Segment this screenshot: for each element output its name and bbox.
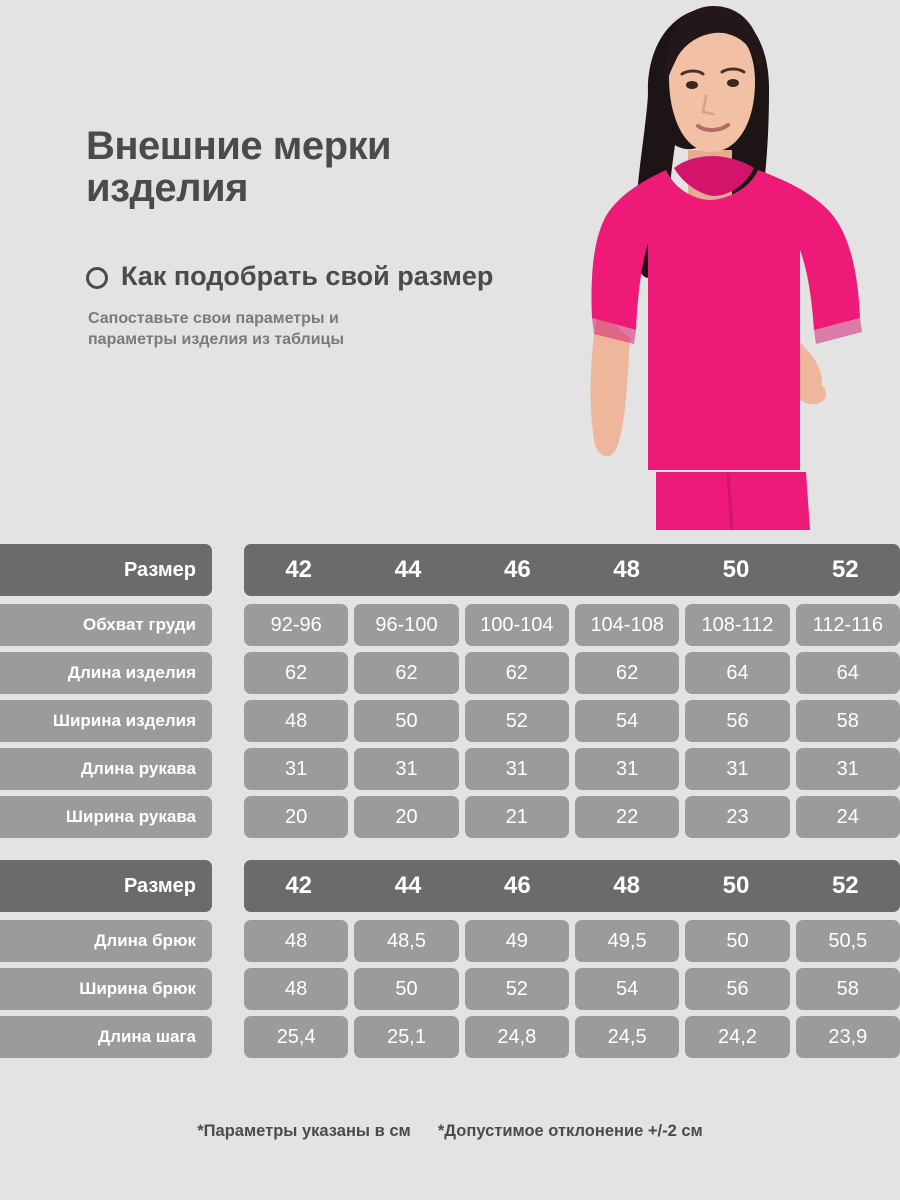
row-gap: [212, 652, 244, 694]
table-separator: [0, 844, 900, 860]
table-bottom-header-label: Размер: [0, 860, 212, 912]
table-cell: 92-96: [244, 604, 348, 646]
size-header-cell: 48: [613, 556, 640, 583]
size-header-cell: 52: [831, 872, 859, 899]
size-header-cell: 50: [722, 872, 750, 899]
table-cell: 31: [796, 748, 900, 790]
table-cell: 48,5: [354, 920, 458, 962]
table-cell: 112-116: [796, 604, 900, 646]
footnote-tolerance: *Допустимое отклонение +/-2 см: [437, 1122, 703, 1140]
table-row: [0, 700, 900, 742]
table-row: [0, 748, 900, 790]
row-gap: [212, 544, 244, 596]
table-cell: 58: [796, 968, 900, 1010]
size-header-cell: 44: [394, 556, 422, 583]
table-cell: 25,4: [244, 1016, 348, 1058]
table-cell: 31: [465, 748, 569, 790]
size-header-cell: 44: [394, 872, 422, 899]
table-cell: 104-108: [575, 604, 679, 646]
row-label: Обхват груди: [0, 604, 212, 646]
table-cell: 31: [575, 748, 679, 790]
table-cell: 48: [244, 968, 348, 1010]
table-cell: 62: [354, 652, 458, 694]
row-label: Ширина изделия: [0, 700, 212, 742]
table-row: [0, 968, 900, 1010]
table-cell: 96-100: [354, 604, 458, 646]
table-cell: 31: [685, 748, 789, 790]
table-cell: 22: [575, 796, 679, 838]
hero-section: [0, 0, 900, 530]
row-label: Ширина брюк: [0, 968, 212, 1010]
row-label: Длина шага: [0, 1016, 212, 1058]
table-cell: 50: [354, 700, 458, 742]
row-gap: [212, 920, 244, 962]
table-cell: 23: [685, 796, 789, 838]
table-cell: 24,8: [465, 1016, 569, 1058]
row-label: Длина брюк: [0, 920, 212, 962]
size-header-cell: 46: [503, 872, 531, 899]
table-cell: 50: [354, 968, 458, 1010]
table-cell: 52: [465, 968, 569, 1010]
table-cell: 62: [575, 652, 679, 694]
table-cell: 54: [575, 968, 679, 1010]
table-cell: 24: [796, 796, 900, 838]
row-gap: [212, 700, 244, 742]
section-subtitle: Как подобрать свой размер: [121, 261, 494, 291]
row-gap: [212, 968, 244, 1010]
table-cell: 62: [465, 652, 569, 694]
how-to-choose-block: [86, 261, 516, 291]
table-bottom-header-row: [0, 860, 900, 912]
table-top-header-row: [0, 544, 900, 596]
hero-text-block: [86, 125, 516, 350]
model-photo: [470, 0, 900, 530]
table-cell: 49: [465, 920, 569, 962]
table-cell: 64: [685, 652, 789, 694]
size-header-cell: 46: [503, 556, 531, 583]
table-cell: 58: [796, 700, 900, 742]
size-tables: [0, 544, 900, 1064]
table-cell: 31: [244, 748, 348, 790]
row-gap: [212, 748, 244, 790]
size-header-cell: 48: [613, 872, 640, 899]
table-cell: 56: [685, 700, 789, 742]
row-gap: [212, 1016, 244, 1058]
table-cell: 23,9: [796, 1016, 900, 1058]
table-cell: 31: [354, 748, 458, 790]
footnote-units: *Параметры указаны в см: [197, 1122, 411, 1140]
row-label: Ширина рукава: [0, 796, 212, 838]
size-header-cell: 42: [285, 556, 313, 583]
table-row: [0, 652, 900, 694]
table-row: [0, 604, 900, 646]
table-cell: 64: [796, 652, 900, 694]
size-header-cell: 52: [831, 556, 859, 583]
row-gap: [212, 796, 244, 838]
table-cell: 25,1: [354, 1016, 458, 1058]
table-cell: 24,5: [575, 1016, 679, 1058]
circle-outline-icon: [86, 267, 108, 289]
instruction-note: Сапоставьте свои параметры и параметры изделия из таблицы: [88, 310, 345, 348]
table-cell: 56: [685, 968, 789, 1010]
row-gap: [212, 860, 244, 912]
table-cell: 21: [465, 796, 569, 838]
table-cell: 52: [465, 700, 569, 742]
table-cell: 100-104: [465, 604, 569, 646]
size-header-cell: 50: [722, 556, 750, 583]
table-bottom-size-band: [244, 860, 900, 912]
table-cell: 20: [244, 796, 348, 838]
table-cell: 24,2: [685, 1016, 789, 1058]
footnote: [0, 1122, 900, 1141]
table-top-size-band: [244, 544, 900, 596]
table-cell: 62: [244, 652, 348, 694]
size-header-cell: 42: [285, 872, 313, 899]
table-cell: 50,5: [796, 920, 900, 962]
row-gap: [212, 604, 244, 646]
table-cell: 48: [244, 920, 348, 962]
page-title: Внешние мерки изделия: [86, 124, 392, 210]
row-label: Длина изделия: [0, 652, 212, 694]
table-cell: 49,5: [575, 920, 679, 962]
table-top-header-label: Размер: [0, 544, 212, 596]
table-cell: 20: [354, 796, 458, 838]
row-label: Длина рукава: [0, 748, 212, 790]
table-row: [0, 920, 900, 962]
table-cell: 48: [244, 700, 348, 742]
table-row: [0, 1016, 900, 1058]
table-cell: 54: [575, 700, 679, 742]
table-row: [0, 796, 900, 838]
table-cell: 50: [685, 920, 789, 962]
table-cell: 108-112: [685, 604, 789, 646]
